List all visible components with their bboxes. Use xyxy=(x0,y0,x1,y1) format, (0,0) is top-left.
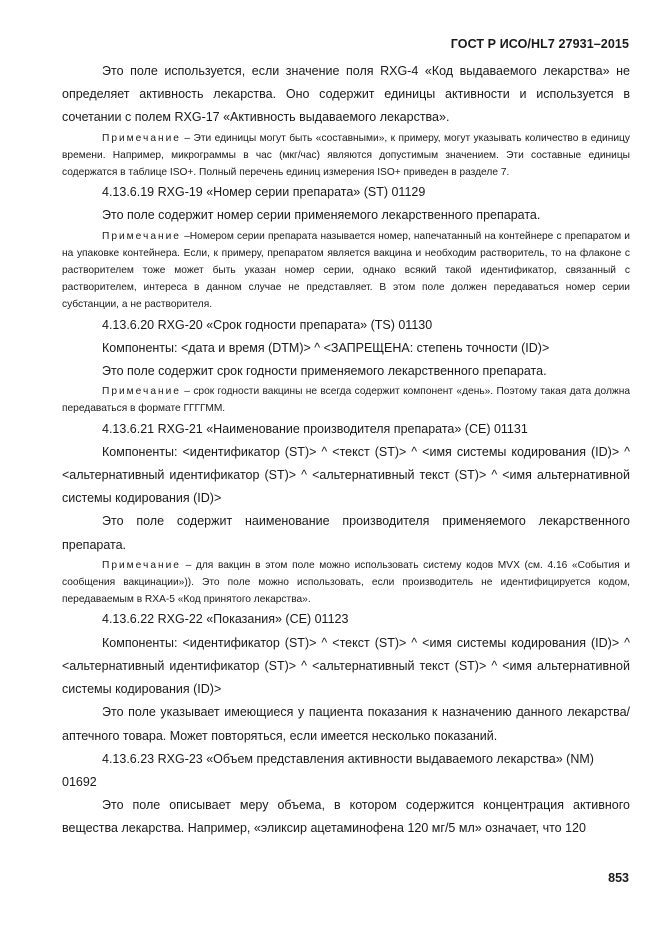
note-text: – для вакцин в этом поле можно использовать систему кодов MVX (см. 4.16 «События и сообщения вакцинации»)). Это поле можно использовать, если производитель не идентифицируется кодом, передаваемым в RXA-5 «Код принятого лекарства». xyxy=(62,559,630,606)
body-paragraph: Это поле указывает имеющиеся у пациента показания к назначению данного лекарства/аптечного товара. Может повторяться, если имеется несколько показаний. xyxy=(62,705,630,743)
note-label: Примечание xyxy=(102,559,181,571)
body-paragraph: Это поле содержит номер серии применяемого лекарственного препарата. xyxy=(102,208,541,223)
body-paragraph: Компоненты: <идентификатор (ST)> ^ <текст (ST)> ^ <имя системы кодирования (ID)> ^ <альтернативный идентификатор (ST)> ^ <альтернативный текст (ST)> ^ <имя альтернативной системы кодирования (ID)> xyxy=(62,444,630,506)
standard-header: ГОСТ Р ИСО/HL7 27931–2015 xyxy=(450,37,629,51)
section-heading: 4.13.6.21 RXG-21 «Наименование производителя препарата» (CE) 01131 xyxy=(102,421,528,436)
note-text: – срок годности вакцины не всегда содержит компонент «день». Поэтому такая дата должна передаваться в формате ГГГГММ. xyxy=(62,386,630,415)
body-paragraph: Это поле содержит наименование производителя применяемого лекарственного препарата. xyxy=(62,514,630,552)
body-paragraph: Компоненты: <идентификатор (ST)> ^ <текст (ST)> ^ <имя системы кодирования (ID)> ^ <альтернативный идентификатор (ST)> ^ <альтернативный текст (ST)> ^ <имя альтернативной системы кодирования (ID)> xyxy=(62,635,630,697)
section-heading: 4.13.6.19 RXG-19 «Номер серии препарата» (ST) 01129 xyxy=(102,185,426,200)
note-label: Примечание xyxy=(102,386,181,398)
section-heading: 4.13.6.23 RXG-23 «Объем представления активности выдаваемого лекарства» (NM) 01692 xyxy=(62,751,594,789)
note-text: – Эти единицы могут быть «составными», к примеру, могут указывать количество в единицу времени. Например, микрограммы в час (мкг/час) являются допустимым значением. Эти составные единицы содержатся в таблице ISO+. Полный перечень единиц измерения ISO+ приведен в разделе 7. xyxy=(62,132,630,179)
note-paragraph xyxy=(62,557,630,609)
note-paragraph xyxy=(62,383,630,417)
section-heading: 4.13.6.22 RXG-22 «Показания» (CE) 01123 xyxy=(102,612,349,627)
page-content xyxy=(62,60,630,841)
note-paragraph xyxy=(62,228,630,314)
page-number: 853 xyxy=(608,871,629,885)
note-label: Примечание xyxy=(102,230,181,242)
body-paragraph: Это поле используется, если значение поля RXG-4 «Код выдаваемого лекарства» не определяет активность лекарства. Оно содержит единицы активности и используется в сочетании с полем RXG-17 «Активность выдаваемого лекарства». xyxy=(62,64,630,125)
body-paragraph: Это поле описывает меру объема, в котором содержится концентрация активного вещества лекарства. Например, «эликсир ацетаминофена 120 мг/5 мл» означает, что 120 xyxy=(62,798,630,836)
body-paragraph: Компоненты: <дата и время (DTM)> ^ <ЗАПРЕЩЕНА: степень точности (ID)> xyxy=(102,340,550,355)
section-heading: 4.13.6.20 RXG-20 «Срок годности препарата» (TS) 01130 xyxy=(102,317,433,332)
note-text: –Номером серии препарата называется номер, напечатанный на контейнере с препаратом и на упаковке контейнера. Если, к примеру, препаратом является вакцина и необходим растворитель, то на флаконе с растворителем тоже может быть указан номер серии, однако всякий такой идентификатор, связанный с растворителем, интереса в данном случае не представляет. В этом поле должен передаваться номер серии субстанции, а не растворителя. xyxy=(62,230,630,311)
note-paragraph xyxy=(62,130,630,182)
note-label: Примечание xyxy=(102,132,181,144)
body-paragraph: Это поле содержит срок годности применяемого лекарственного препарата. xyxy=(102,364,547,379)
